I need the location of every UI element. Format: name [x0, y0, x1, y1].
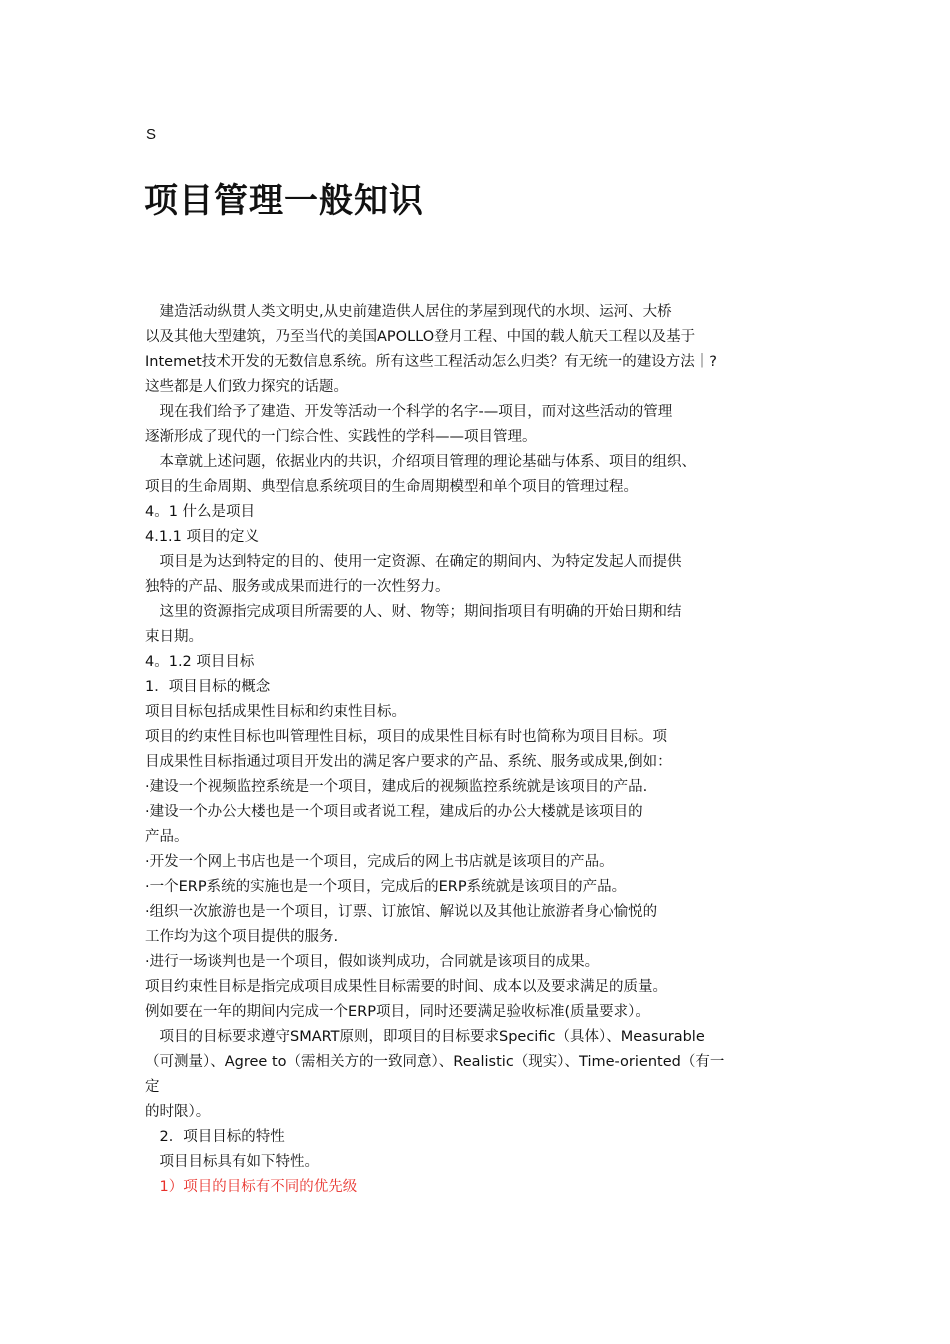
bullet-item: ·进行一场谈判也是一个项目，假如谈判成功，合同就是该项目的成果。 [145, 954, 600, 970]
paragraph-line: 项目约束性目标是指完成项目成果性目标需要的时间、成本以及要求满足的质量。 [145, 979, 667, 995]
paragraph-line: 项目的生命周期、典型信息系统项目的生命周期模型和单个项目的管理过程。 [145, 479, 638, 495]
highlighted-item: 1）项目的目标有不同的优先级 [145, 1179, 358, 1195]
bullet-item: ·一个ERP系统的实施也是一个项目，完成后的ERP系统就是该项目的产品。 [145, 879, 627, 895]
subsection-heading: 4.1.1 项目的定义 [145, 529, 260, 545]
paragraph-line: 例如要在一年的期间内完成一个ERP项目，同时还要满足验收标准(质量要求）。 [145, 1004, 650, 1020]
bullet-item: ·开发一个网上书店也是一个项目，完成后的网上书店就是该项目的产品。 [145, 854, 614, 870]
paragraph-line: 项目目标具有如下特性。 [145, 1154, 319, 1170]
list-heading: 1．项目目标的概念 [145, 679, 271, 695]
paragraph-line: 这些都是人们致力探究的话题。 [145, 379, 348, 395]
paragraph-line: Intemet技术开发的无数信息系统。所有这些工程活动怎么归类？有无统一的建设方法｜? [145, 354, 717, 370]
paragraph-line: 这里的资源指完成项目所需要的人、财、物等；期间指项目有明确的开始日期和结 [145, 604, 682, 620]
paragraph-line: 以及其他大型建筑，乃至当代的美国APOLLO登月工程、中国的载人航天工程以及基于 [145, 329, 696, 345]
paragraph-line: 的时限）。 [145, 1104, 211, 1120]
bullet-item-continued: 工作均为这个项目提供的服务. [145, 929, 339, 945]
bullet-item: ·建设一个办公大楼也是一个项目或者说工程，建成后的办公大楼就是该项目的 [145, 804, 643, 820]
list-heading: 2．项目目标的特性 [145, 1129, 285, 1145]
paragraph-line: 束日期。 [145, 629, 203, 645]
subsection-heading: 4。1.2 项目目标 [145, 654, 255, 670]
bullet-item: ·组织一次旅游也是一个项目，订票、订旅馆、解说以及其他让旅游者身心愉悦的 [145, 904, 658, 920]
paragraph-line: 现在我们给予了建造、开发等活动一个科学的名字-—项目，而对这些活动的管理 [145, 404, 673, 420]
section-heading: 4。1 什么是项目 [145, 504, 256, 520]
page-marker: S [146, 126, 157, 143]
paragraph-line: 定 [145, 1079, 160, 1095]
paragraph-line: （可测量）、Agree to（需相关方的一致同意）、Realistic（现实）、Time-oriented（有一 [145, 1054, 725, 1070]
paragraph-line: 项目是为达到特定的目的、使用一定资源、在确定的期间内、为特定发起人而提供 [145, 554, 682, 570]
paragraph-line: 建造活动纵贯人类文明史,从史前建造供人居住的茅屋到现代的水坝、运河、大桥 [145, 304, 672, 320]
bullet-item: ·建设一个视频监控系统是一个项目，建成后的视频监控系统就是该项目的产品. [145, 779, 648, 795]
page-title: 项目管理一般知识 [144, 181, 424, 221]
paragraph-line: 项目的约束性目标也叫管理性目标，项目的成果性目标有时也简称为项目目标。项 [145, 729, 667, 745]
paragraph-line: 项目的目标要求遵守SMART原则，即项目的目标要求Specific（具体）、Measurable [145, 1029, 705, 1045]
bullet-item-continued: 产品。 [145, 829, 189, 845]
paragraph-line: 目成果性目标指通过项目开发出的满足客户要求的产品、系统、服务或成果,倒如： [145, 754, 672, 770]
paragraph-line: 本章就上述问题，依据业内的共识，介绍项目管理的理论基础与体系、项目的组织、 [145, 454, 696, 470]
paragraph-line: 项目目标包括成果性目标和约束性目标。 [145, 704, 406, 720]
paragraph-line: 独特的产品、服务或成果而进行的一次性努力。 [145, 579, 450, 595]
paragraph-line: 逐渐形成了现代的一门综合性、实践性的学科——项目管理。 [145, 429, 537, 445]
